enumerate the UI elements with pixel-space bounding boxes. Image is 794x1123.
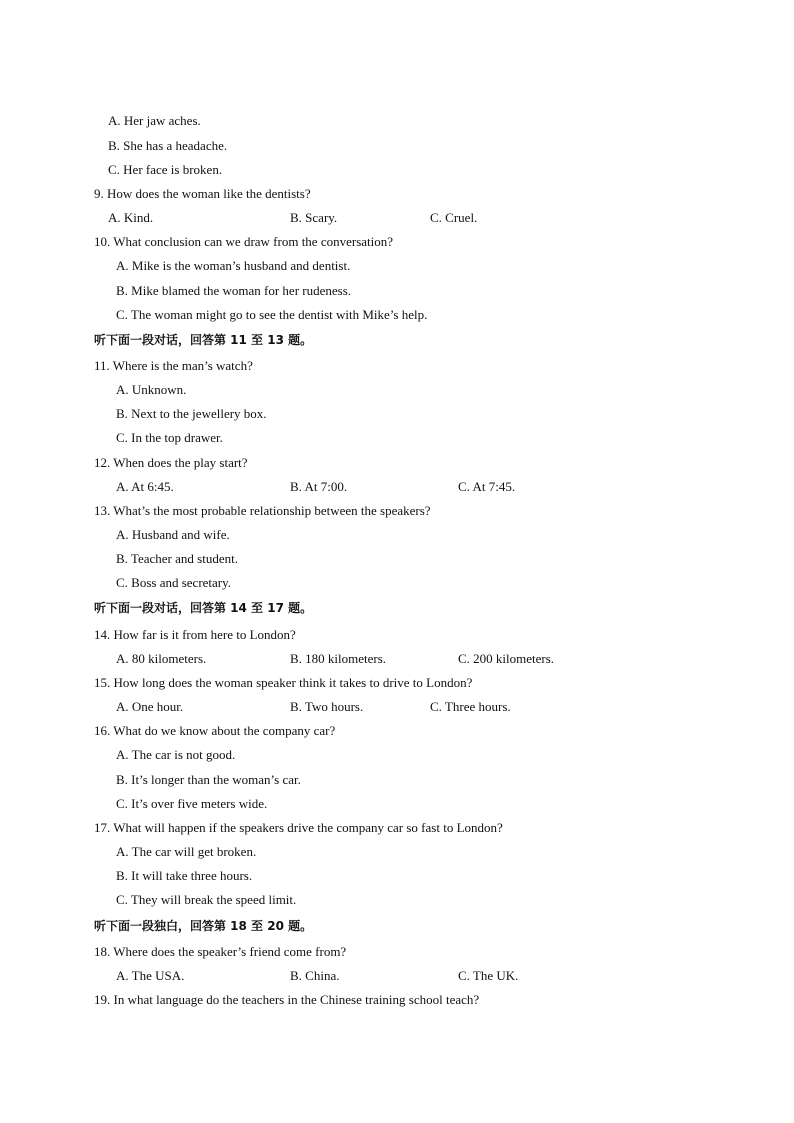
q15-option-c: C. Three hours. [430, 699, 511, 714]
q16-option-b: B. It’s longer than the woman’s car. [116, 772, 301, 787]
q10-option-a: A. Mike is the woman’s husband and dentist. [116, 258, 351, 273]
q16-option-a: A. The car is not good. [116, 747, 236, 762]
section-heading-11-13: 听下面一段对话，回答第 11 至 13 题。 [94, 333, 313, 347]
question-12: 12. When does the play start? [94, 455, 248, 470]
question-15: 15. How long does the woman speaker think it takes to drive to London? [94, 675, 473, 690]
q13-option-b: B. Teacher and student. [116, 551, 238, 566]
section-heading-14-17: 听下面一段对话，回答第 14 至 17 题。 [94, 601, 313, 615]
q10-option-c: C. The woman might go to see the dentist with Mike’s help. [116, 307, 428, 322]
q17-option-a: A. The car will get broken. [116, 844, 257, 859]
q15-option-a: A. One hour. [116, 699, 184, 714]
question-16: 16. What do we know about the company car? [94, 723, 336, 738]
q8-option-a: A. Her jaw aches. [108, 113, 201, 128]
q18-option-c: C. The UK. [458, 968, 519, 983]
q11-option-b: B. Next to the jewellery box. [116, 406, 267, 421]
q12-option-a: A. At 6:45. [116, 479, 174, 494]
q11-option-a: A. Unknown. [116, 382, 187, 397]
q11-option-c: C. In the top drawer. [116, 430, 223, 445]
q12-option-b: B. At 7:00. [290, 479, 348, 494]
question-9: 9. How does the woman like the dentists? [94, 186, 311, 201]
q9-option-b: B. Scary. [290, 210, 338, 225]
q10-option-b: B. Mike blamed the woman for her rudeness. [116, 283, 352, 298]
section-heading-18-20: 听下面一段独白，回答第 18 至 20 题。 [94, 919, 313, 933]
q18-option-b: B. China. [290, 968, 340, 983]
q8-option-c: C. Her face is broken. [108, 162, 223, 177]
q18-option-a: A. The USA. [116, 968, 185, 983]
q16-option-c: C. It’s over five meters wide. [116, 796, 268, 811]
q8-option-b: B. She has a headache. [108, 138, 228, 153]
q9-option-a: A. Kind. [108, 210, 154, 225]
q12-option-c: C. At 7:45. [458, 479, 516, 494]
q9-option-c: C. Cruel. [430, 210, 478, 225]
question-11: 11. Where is the man’s watch? [94, 358, 253, 373]
q17-option-c: C. They will break the speed limit. [116, 892, 297, 907]
question-13: 13. What’s the most probable relationship between the speakers? [94, 503, 431, 518]
q13-option-a: A. Husband and wife. [116, 527, 230, 542]
question-10: 10. What conclusion can we draw from the conversation? [94, 234, 394, 249]
question-18: 18. Where does the speaker’s friend come from? [94, 944, 347, 959]
question-14: 14. How far is it from here to London? [94, 627, 296, 642]
question-17: 17. What will happen if the speakers drive the company car so fast to London? [94, 820, 503, 835]
q14-option-c: C. 200 kilometers. [458, 651, 555, 666]
q14-option-a: A. 80 kilometers. [116, 651, 207, 666]
question-19: 19. In what language do the teachers in the Chinese training school teach? [94, 992, 480, 1007]
q15-option-b: B. Two hours. [290, 699, 364, 714]
q17-option-b: B. It will take three hours. [116, 868, 253, 883]
q13-option-c: C. Boss and secretary. [116, 575, 232, 590]
q14-option-b: B. 180 kilometers. [290, 651, 387, 666]
